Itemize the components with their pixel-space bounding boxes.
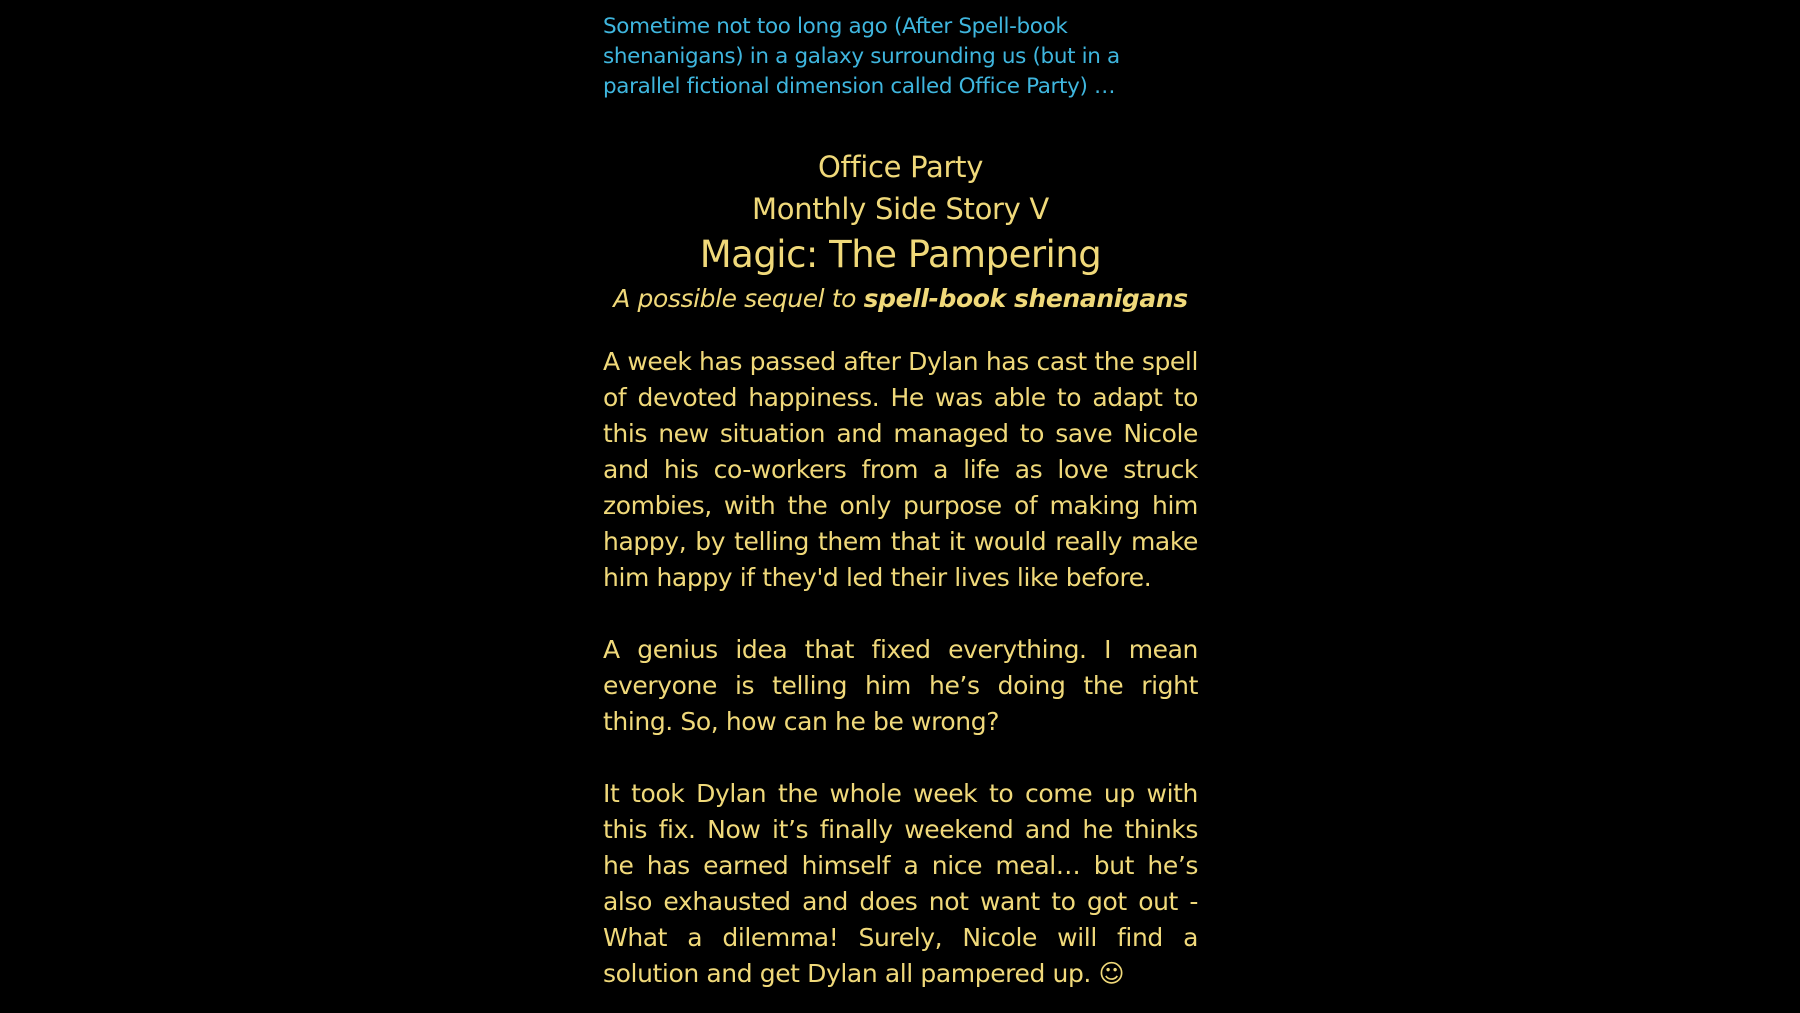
text-column [603, 12, 1198, 992]
intro-crawl: Sometime not too long ago (After Spell-book shenanigans) in a galaxy surrounding us (but in a parallel fictional dimension called Office Party) … [603, 14, 1120, 99]
paragraph-3 [603, 776, 1198, 992]
subtitle-prefix: A possible sequel to [613, 284, 864, 313]
series-title: Office Party [817, 150, 984, 184]
smiley-icon: ☺ [1098, 959, 1125, 988]
subtitle [603, 280, 1198, 318]
paragraph-2: A genius idea that fixed everything. I mean everyone is telling him he’s doing the right thing. So, how can he be wrong? [603, 635, 1198, 736]
main-title: Magic: The Pampering [699, 233, 1102, 276]
story-body [603, 344, 1198, 992]
subtitle-bold: spell-book shenanigans [863, 284, 1188, 313]
title-block [603, 146, 1198, 318]
paragraph-3-text: It took Dylan the whole week to come up with this fix. Now it’s finally weekend and he thinks he has earned himself a nice meal… but he’s also exhausted and does not want to got out - What a dilemma! Surely, Nicole will find a solution and get Dylan all pampered up. [603, 779, 1198, 988]
side-story-title: Monthly Side Story V [752, 192, 1049, 226]
paragraph-1: A week has passed after Dylan has cast the spell of devoted happiness. He was able to adapt to this new situation and managed to save Nicole and his co-workers from a life as love struck zombies, with the only purpose of making him happy, by telling them that it would really make him happy if they'd led their lives like before. [603, 347, 1198, 592]
